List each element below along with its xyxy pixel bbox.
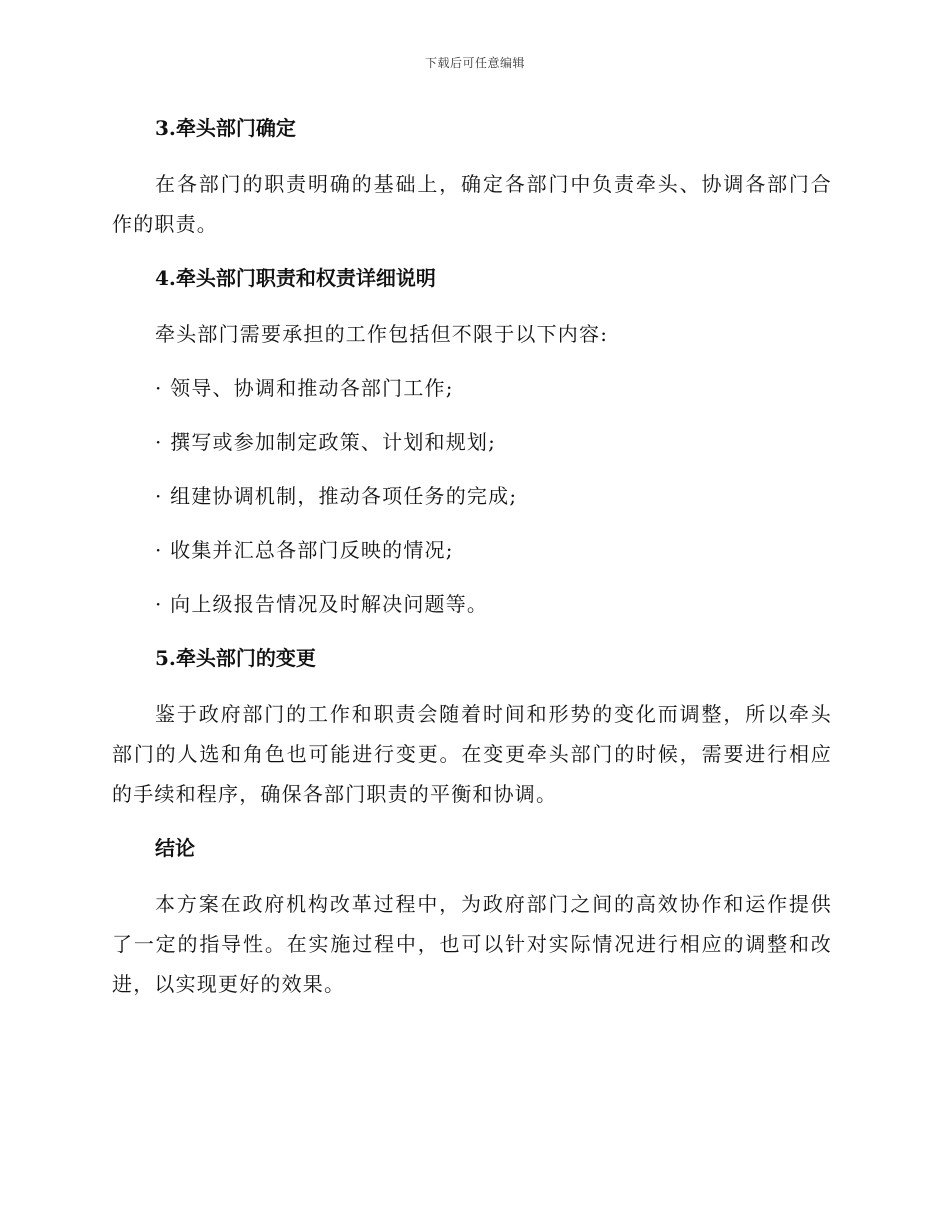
section-heading-5: 5.牵头部门的变更: [155, 646, 316, 670]
bullet-item: · 撰写或参加制定政策、计划和规划;: [155, 430, 497, 454]
page-header-note: 下载后可任意编辑: [424, 56, 525, 70]
document-body: [112, 108, 832, 1018]
bullet-item: · 向上级报告情况及时解决问题等。: [155, 592, 489, 616]
section-heading-4: 4.牵头部门职责和权责详细说明: [155, 266, 436, 290]
section-paragraph-5: 鉴于政府部门的工作和职责会随着时间和形势的变化而调整，所以牵头部门的人选和角色也可能进行变更。在变更牵头部门的时候，需要进行相应的手续和程序，确保各部门职责的平衡和协调。: [112, 702, 832, 806]
conclusion-paragraph: 本方案在政府机构改革过程中，为政府部门之间的高效协作和运作提供了一定的指导性。在实施过程中，也可以针对实际情况进行相应的调整和改进，以实现更好的效果。: [112, 892, 832, 996]
section-paragraph-3: 在各部门的职责明确的基础上，确定各部门中负责牵头、协调各部门合作的职责。: [112, 172, 832, 236]
bullet-item: · 收集并汇总各部门反映的情况;: [155, 538, 454, 562]
bullet-item: · 领导、协调和推动各部门工作;: [155, 376, 454, 400]
section-paragraph-4: 牵头部门需要承担的工作包括但不限于以下内容:: [155, 322, 609, 346]
bullet-item: · 组建协调机制，推动各项任务的完成;: [155, 484, 518, 508]
conclusion-heading: 结论: [155, 836, 195, 860]
section-heading-3: 3.牵头部门确定: [155, 116, 296, 140]
